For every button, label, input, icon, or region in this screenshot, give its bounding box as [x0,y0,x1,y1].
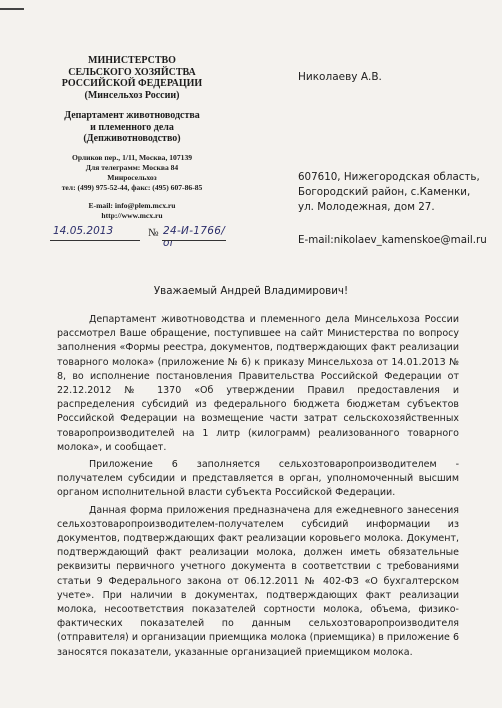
top-edge-mark [0,8,24,10]
address-line: Минросельхоз [107,172,157,182]
sender-department [44,110,220,145]
registration-line [50,225,228,249]
dept-short-name: (Депживотноводство) [83,133,181,144]
body-paragraph: Приложение 6 заполняется сельхозтоваропроизводителем - получателем субсидии и представляется в орган, уполномоченный высшим органом исполнительной власти субъекта Российской Федерации. [57,459,459,499]
sender-organization [44,55,220,101]
salutation: Уважаемый Андрей Владимирович! [153,285,349,297]
dept-line: и племенного дела [90,121,174,133]
registration-number: 24-И-1766/ог [163,225,226,249]
sender-contacts [44,201,220,221]
address-line: Орликов пер., 1/11, Москва, 107139 [71,152,193,162]
org-line: СЕЛЬСКОГО ХОЗЯЙСТВА [68,66,196,78]
recipient-name: Николаеву А.В. [298,71,382,83]
sender-address [44,153,220,193]
org-short-name: (Минсельхоз России) [84,89,180,101]
recipient-address-line: 607610, Нижегородская область, [298,171,480,183]
number-underline [162,240,226,241]
dept-line: Департамент животноводства [64,110,200,121]
number-sign: № [148,227,159,239]
sender-email: E-mail: info@plem.mcx.ru [88,200,176,210]
org-line: МИНИСТЕРСТВО [88,55,176,66]
sender-phone: тел: (499) 975-52-44, факс: (495) 607-86-85 [61,182,203,192]
letter-body [57,313,459,660]
recipient-email: E-mail:nikolaev_kamenskoe@mail.ru [298,234,487,246]
address-line: Для телеграмм: Москва 84 [85,162,179,172]
recipient-address [298,170,480,215]
body-paragraph: Департамент животноводства и племенного дела Минсельхоза России рассмотрел Ваше обращение, поступившее на сайт Министерства по вопросу заполнения «Формы реестра, документов, подтверждающих факт реализации товарного молока» (приложение № 6) к приказу Минсельхоза от 14.01.2013 № 8, во исполнение постановления Правительства Российской Федерации от 22.12.2012 № 1370 «Об утверждении Правил предоставления и распределения субсидий из федерального бюджета бюджетам субъектов Российской Федерации на возмещение части затрат сельскохозяйственных товаропроизводителей на 1 литр (килограмм) реализованного товарного молока», и сообщает. [57,314,459,453]
sender-block [44,55,220,221]
body-paragraph: Данная форма приложения предназначена для ежедневного занесения сельхозтоваропроизводителем-получателем субсидий информации из документов, подтверждающих факт реализации коровьего молока. Документ, подтверждающий факт реализации молока, должен иметь обязательные реквизиты первичного учетного документа в соответствии с требованиями статьи 9 Федерального закона от 06.12.2011 № 402-ФЗ «О бухгалтерском учете». При наличии в документах, подтверждающих факт реализации молока, несоответствия показателей сортности молока, объема, физико-фактических показателей по данным сельхозтоваропроизводителя (отправителя) и организации приемщика молока (приемщика) в приложение 6 заносятся показатели, указанные организацией приемщиком молока. [57,504,459,658]
recipient-address-line: ул. Молодежная, дом 27. [298,201,435,213]
sender-website: http://www.mcx.ru [101,210,163,220]
org-line: РОССИЙСКОЙ ФЕДЕРАЦИИ [61,78,203,89]
registration-date: 14.05.2013 [53,225,114,237]
recipient-address-line: Богородский район, с.Каменки, [298,186,471,198]
date-underline [50,240,140,241]
